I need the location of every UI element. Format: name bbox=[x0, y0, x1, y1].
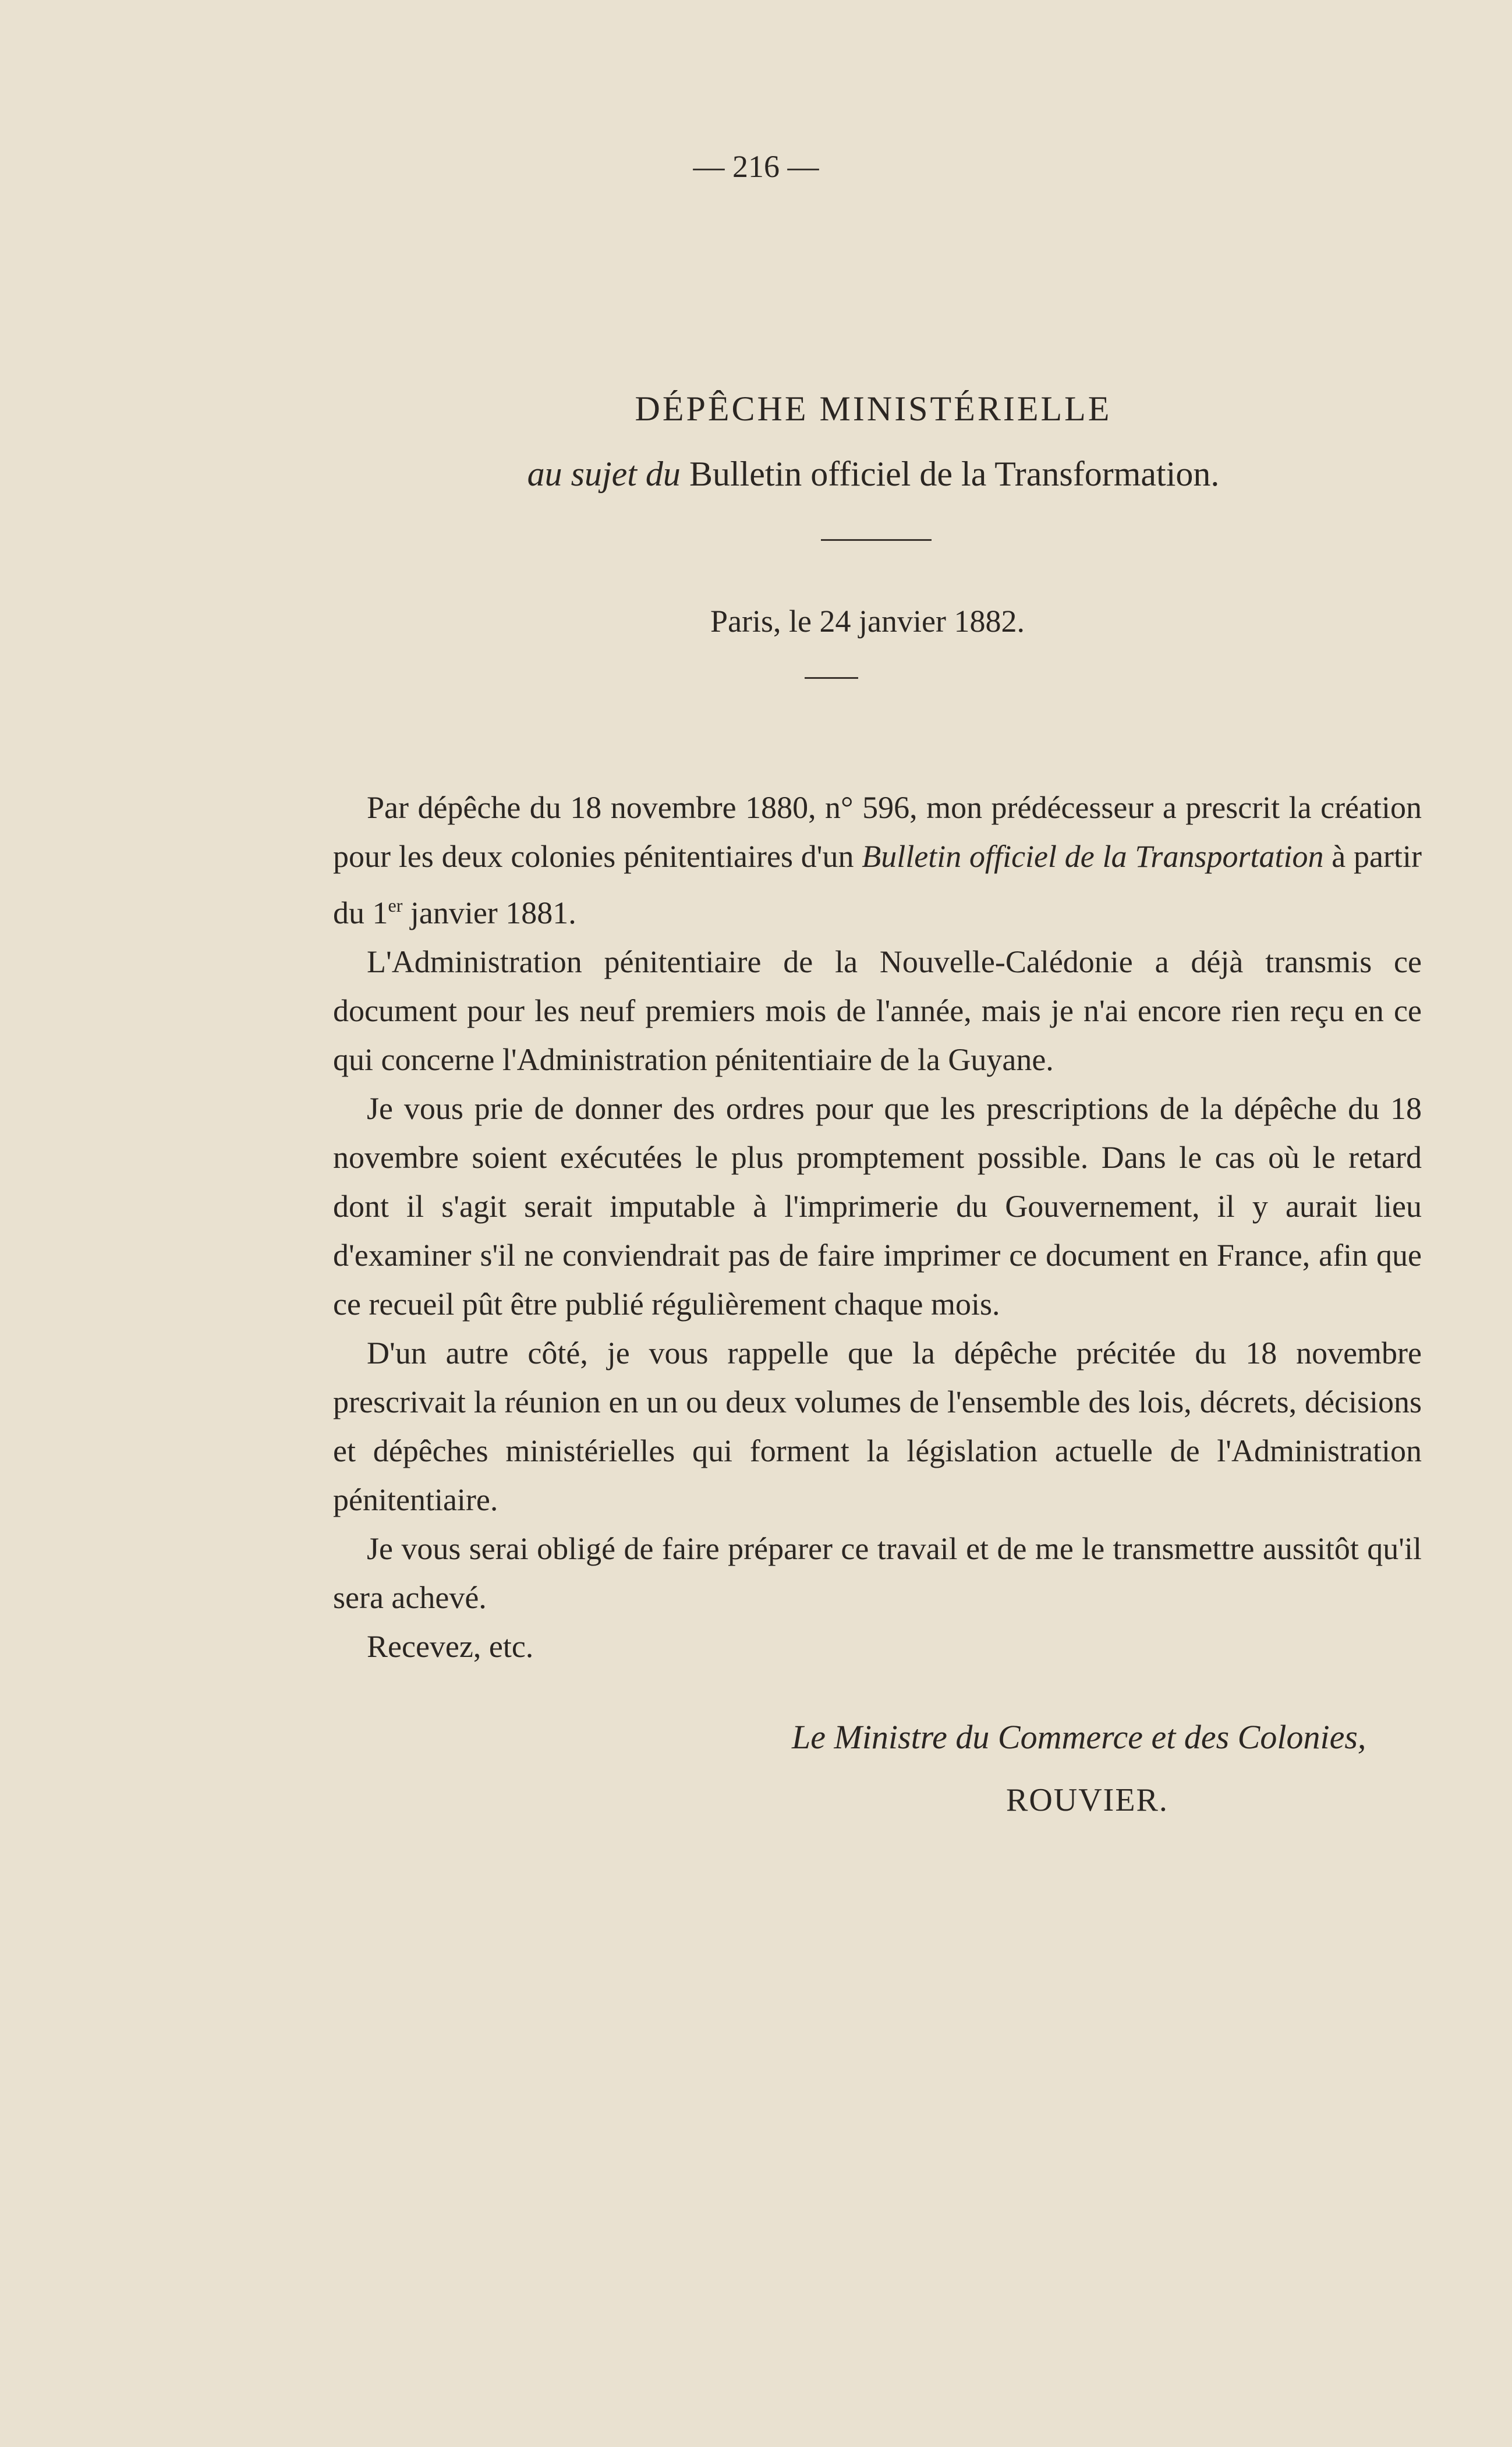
dateline: Paris, le 24 janvier 1882. bbox=[710, 604, 1025, 639]
paragraph-5: Je vous serai obligé de faire préparer ce travail et de me le transmettre aussitôt qu'il sera achevé. bbox=[333, 1531, 1422, 1615]
bulletin-title-italic: Bulletin officiel de la Transportation bbox=[862, 839, 1324, 874]
closing-formula: Recevez, etc. bbox=[367, 1629, 534, 1664]
paragraph-1-text-c: janvier 1881. bbox=[402, 895, 576, 930]
letter-body bbox=[333, 783, 1422, 1671]
paragraph-1 bbox=[333, 783, 1422, 937]
paragraph-2: L'Administration pénitentiaire de la Nouvelle-Calédonie a déjà transmis ce document pour les neuf premiers mois de l'année, mais je n'ai encore rien reçu en ce qui concerne l'Administration pénitentiaire de la Guyane. bbox=[333, 944, 1422, 1077]
subtitle-roman: Bulletin officiel de la Transformation. bbox=[689, 455, 1220, 493]
paragraph-4: D'un autre côté, je vous rappelle que la dépêche précitée du 18 novembre prescrivait la réunion en un ou deux volumes de l'ensemble des lois, décrets, décisions et dépêches ministérielles qui forment la législation actuelle de l'Administration pénitentiaire. bbox=[333, 1336, 1422, 1517]
paragraph-1-text-a: Par dépêche du 18 novembre 1880, n° 596, mon prédécesseur a prescrit la création pour les deux colonies pénitentiaires d'un bbox=[333, 790, 1422, 874]
document-subtitle bbox=[0, 454, 1512, 494]
paragraph-1-text-b: à partir du 1 bbox=[333, 839, 1422, 930]
signatory-name: ROUVIER. bbox=[1006, 1782, 1168, 1818]
document-title: DÉPÊCHE MINISTÉRIELLE bbox=[635, 389, 1112, 428]
divider-rule-short bbox=[805, 677, 858, 679]
paragraph-3: Je vous prie de donner des ordres pour que les prescriptions de la dépêche du 18 novembre soient exécutées le plus promptement possible. Dans le cas où le retard dont il s'agit serait imputable à l'imprimerie du Gouvernement, il y aurait lieu d'examiner s'il ne conviendrait pas de faire imprimer ce document en France, afin que ce recueil pût être publié régulièrement chaque mois. bbox=[333, 1091, 1422, 1322]
divider-rule bbox=[821, 539, 932, 541]
signatory-title: Le Ministre du Commerce et des Colonies, bbox=[792, 1718, 1366, 1756]
ordinal-superscript: er bbox=[388, 895, 403, 916]
page-number: — 216 — bbox=[693, 149, 819, 184]
subtitle-italic: au sujet du bbox=[527, 455, 681, 493]
